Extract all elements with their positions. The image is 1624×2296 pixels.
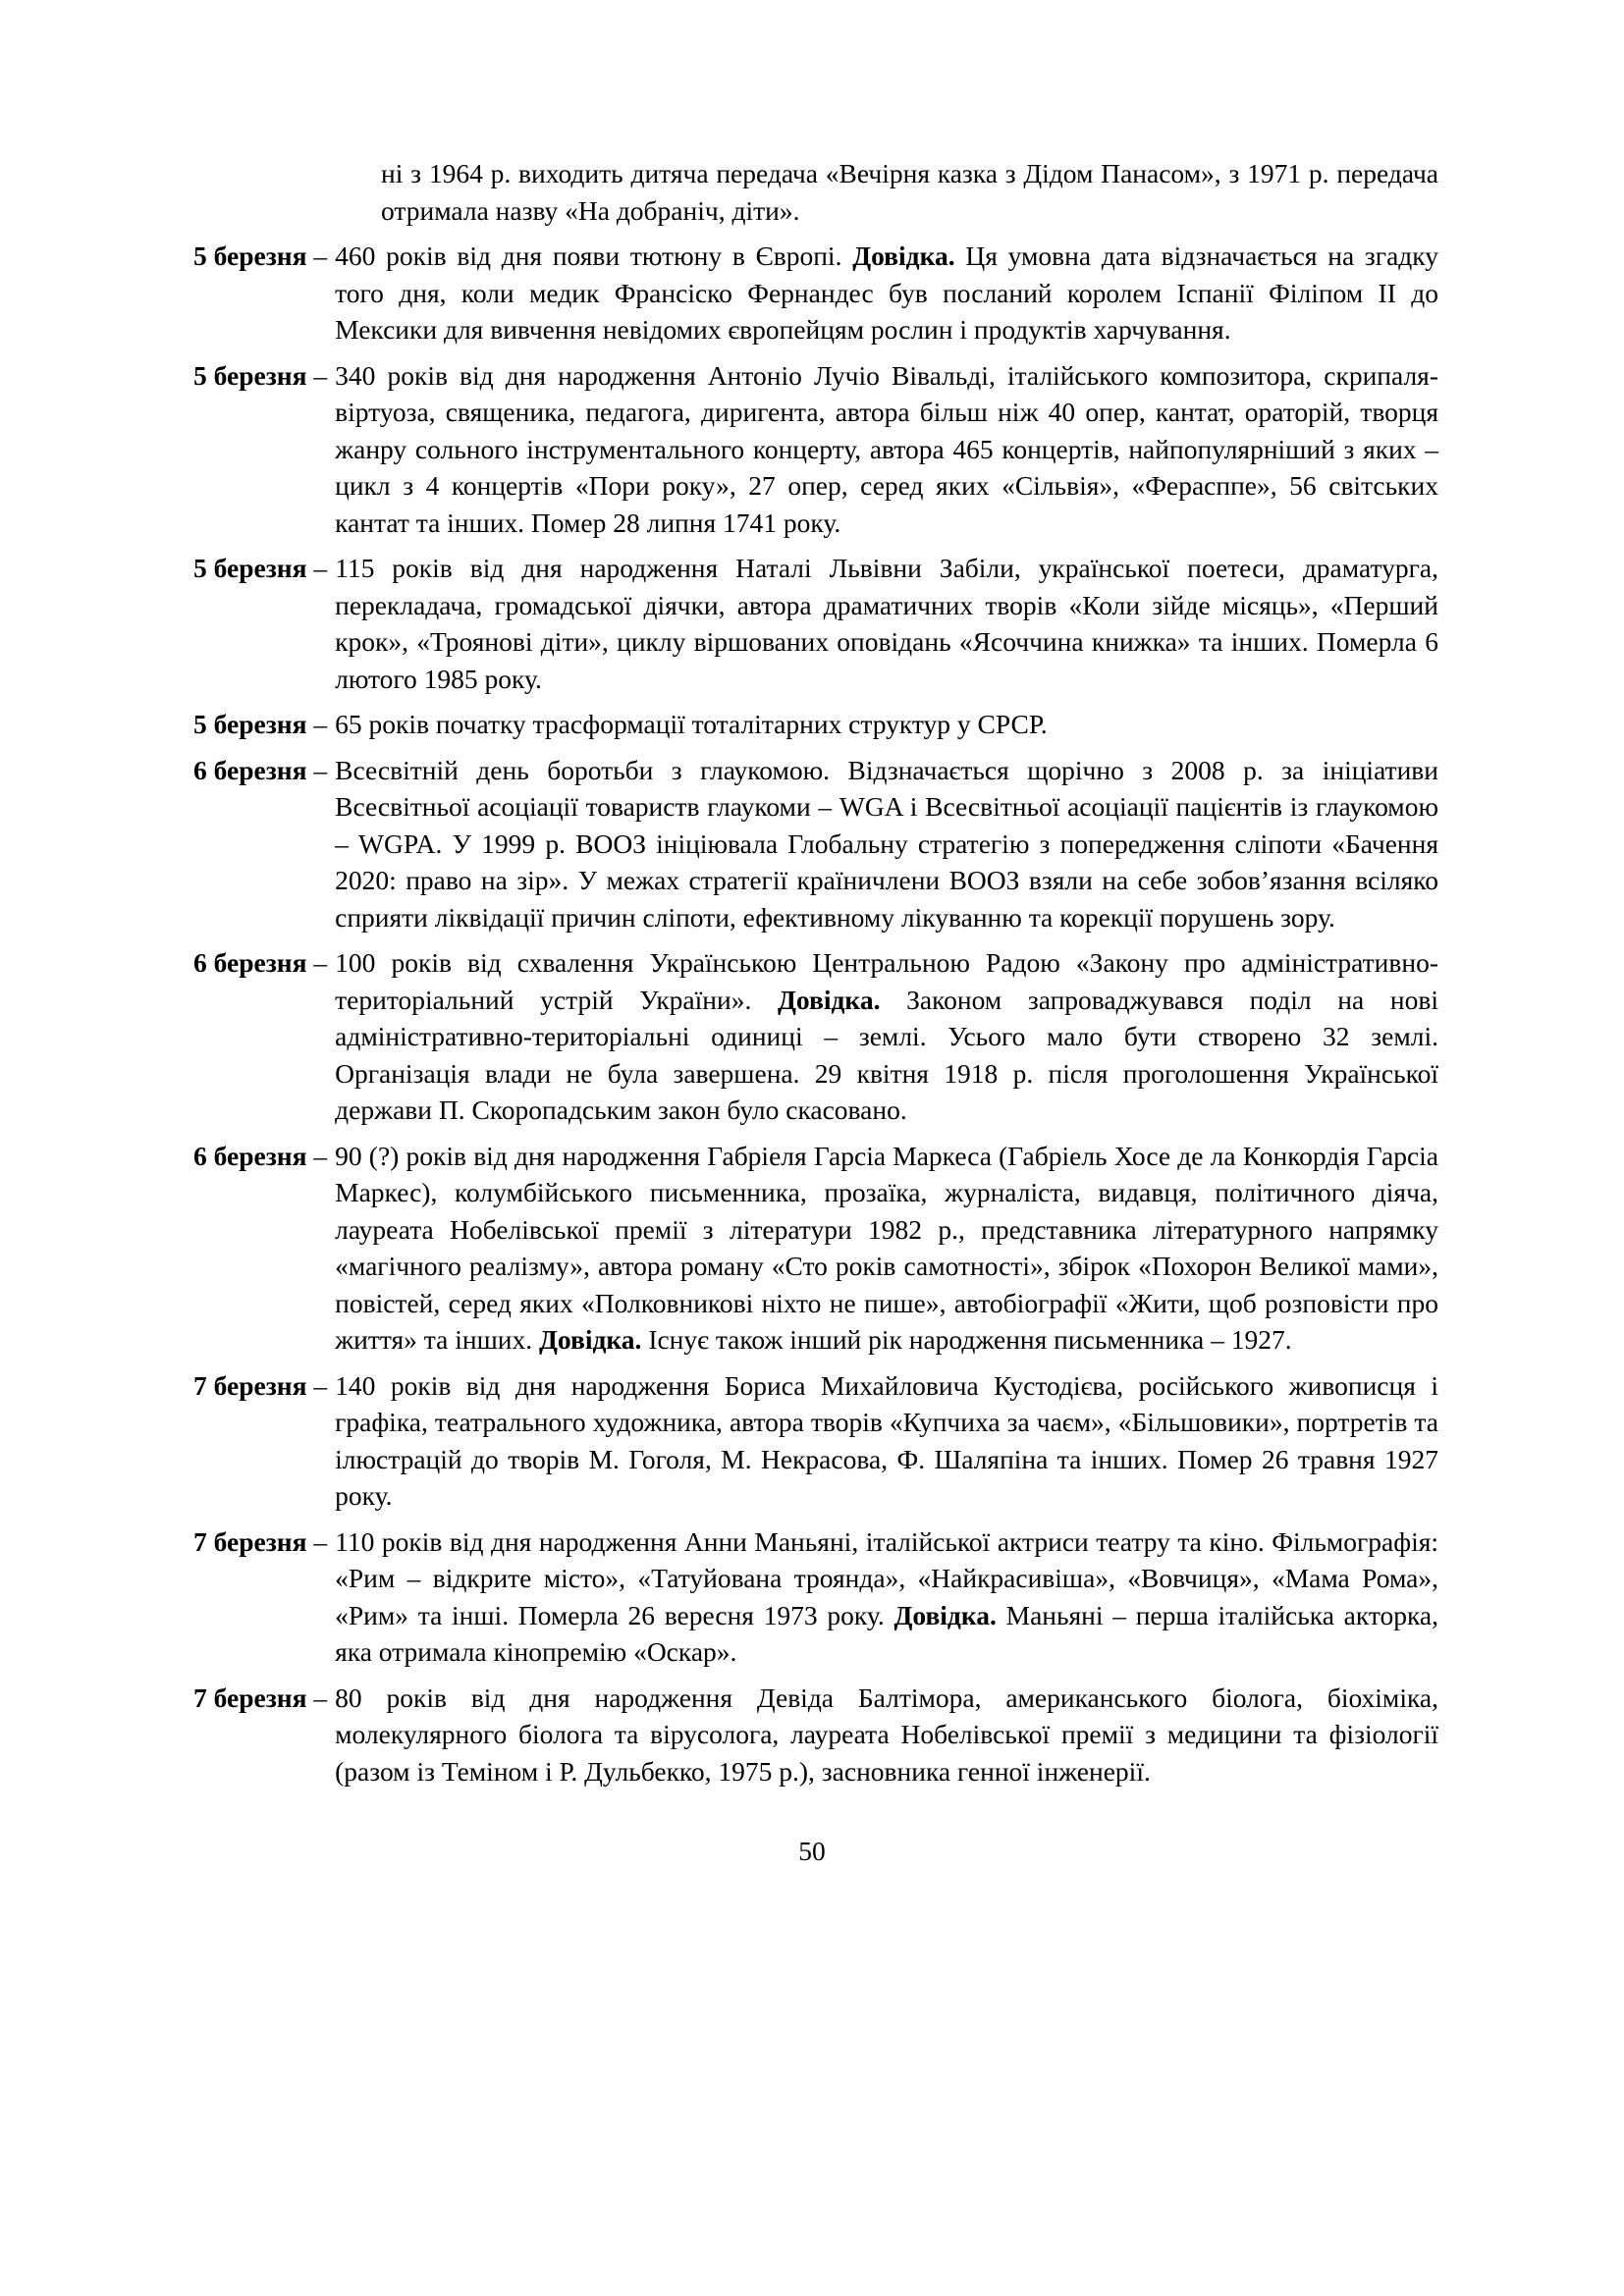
entry-body: Всесвітній день боротьби з глаукомою. Відзначається щорічно з 2008 р. за ініціативи Всесвітньої асоціації товариств глаукоми – WGA і Всесвітньої асоціації пацієнтів із глаукомою – WGPA. У 1999 р. ВООЗ ініціювала Глобальну стратегію з попередження сліпоти «Бачення 2020: право на зір». У межах стратегії країничлени ВООЗ взяли на себе зобов’язання всіляко сприяти ліквідації причин сліпоти, ефективному лікуванню та корекції порушень зору. (335, 754, 1438, 933)
reference-label: Довідка. (778, 984, 881, 1015)
entry-dash: – (306, 709, 328, 739)
entry-date: 6 березня (193, 947, 307, 978)
entry-body-after: Існує також інший рік народження письменника – 1927. (641, 1324, 1292, 1355)
entry-body-after: Законом запроваджувався поділ на нові адміністративно-територіальні одиниці – землі. Усього мало бути створено 32 землі. Організація влади не була завершена. 29 квітня 1918 р. після проголошення Української держави П. Скоропадським закон було скасовано. (335, 984, 1438, 1125)
calendar-entry (193, 706, 1438, 743)
entry-dash: – (306, 947, 328, 978)
calendar-entry (193, 944, 1438, 1129)
reference-label: Довідка. (852, 240, 955, 271)
entry-text (335, 706, 1438, 743)
calendar-entry (193, 357, 1438, 542)
entry-dash: – (306, 1682, 328, 1713)
entry-date: 7 березня (193, 1369, 307, 1401)
entry-dash: – (306, 553, 328, 583)
calendar-entry (193, 1523, 1438, 1671)
entry-body: 100 років від схвалення Українською Центральною Радою «Закону про адміністративно-територіальний устрій України». (335, 947, 1438, 1015)
calendar-entry (193, 238, 1438, 348)
entry-text (335, 1138, 1438, 1359)
continuation-paragraph: ні з 1964 р. виходить дитяча передача «Вечірня казка з Дідом Панасом», з 1971 р. передача отримала назву «На добраніч, діти». (381, 158, 1438, 226)
entry-date: 6 березня (193, 1140, 307, 1171)
entry-body: 90 (?) років від дня народження Габріеля Гарсіа Маркеса (Габріель Хосе де ла Конкордія Гарсіа Маркес), колумбійського письменника, прозаїка, журналіста, видавця, політичного діяча, лауреата Нобелівської премії з літератури 1982 р., представника літературного напрямку «магічного реалізму», автора роману «Сто років самотності», збірок «Похорон Великої мами», повістей, серед яких «Полковникові ніхто не пише», автобіографії «Жити, щоб розповісти про життя» та інших. (335, 1140, 1438, 1355)
entry-body: 140 років від дня народження Бориса Михайловича Кустодієва, російського живописця і графіка, театрального художника, автора творів «Купчиха за чаєм», «Більшовики», портретів та ілюстрацій до творів М. Гоголя, М. Некрасова, Ф. Шаляпіна та інших. Помер 26 травня 1927 року. (335, 1369, 1438, 1511)
entry-text (335, 238, 1438, 348)
entry-text (335, 357, 1438, 542)
entry-date: 5 березня (193, 709, 307, 739)
calendar-entry (193, 550, 1438, 697)
entry-body: 80 років від дня народження Девіда Балтімора, американського біолога, біохіміка, молекулярного біолога та вірусолога, лауреата Нобелівської премії з медицини та фізіології (разом із Теміном і Р. Дульбекко, 1975 р.), засновника генної інженерії. (335, 1682, 1438, 1787)
document-page (193, 155, 1438, 1798)
entry-body: 340 років від дня народження Антоніо Лучіо Вівальді, італійського композитора, скрипаля-віртуоза, священика, педагога, диригента, автора більш ніж 40 опер, кантат, ораторій, творця жанру сольного інструментального концерту, автора 465 концертів, найпопулярніший з яких – цикл з 4 концертів «Пори року», 27 опер, серед яких «Сільвія», «Ферасппе», 56 світських кантат та інших. Помер 28 липня 1741 року. (335, 359, 1438, 538)
calendar-entry (193, 1138, 1438, 1359)
entry-date: 7 березня (193, 1525, 307, 1557)
entry-dash: – (306, 359, 328, 391)
entry-body: 115 років від дня народження Наталі Львівни Забіли, української поетеси, драматурга, перекладача, громадської діячки, автора драматичних творів «Коли зійде місяць», «Перший крок», «Троянові діти», циклу віршованих оповідань «Ясоччина книжка» та інших. Померла 6 лютого 1985 року. (335, 553, 1438, 694)
entry-text (335, 1680, 1438, 1790)
entry-text (335, 550, 1438, 697)
entry-date: 7 березня (193, 1682, 307, 1713)
entry-text (335, 1367, 1438, 1515)
reference-label: Довідка. (893, 1599, 997, 1630)
entry-body-after: Маньяні – перша італійська акторка, яка отримала кінопремію «Оскар». (335, 1599, 1438, 1667)
entry-date: 6 березня (193, 754, 307, 785)
entry-dash: – (306, 1140, 328, 1171)
entry-text (335, 1523, 1438, 1671)
entry-dash: – (306, 1525, 328, 1557)
entry-date: 5 березня (193, 553, 307, 583)
calendar-entry (193, 1367, 1438, 1515)
entry-body-after: Ця умовна дата відзначається на згадку того дня, коли медик Франсіско Фернандес був посланий королем Іспанії Філіпом II до Мексики для вивчення невідомих європейцям рослин і продуктів харчування. (335, 240, 1438, 345)
entry-dash: – (306, 1369, 328, 1401)
reference-label: Довідка. (538, 1324, 642, 1355)
entry-body: 460 років від дня появи тютюну в Європі. (335, 240, 853, 271)
entry-dash: – (306, 240, 328, 271)
entry-body: 65 років початку трасформації тоталітарних структур у СРСР. (335, 709, 1048, 739)
page-number: 50 (798, 1836, 826, 1866)
entry-body: 110 років від дня народження Анни Маньяні, італійської актриси театру та кіно. Фільмографія: «Рим – відкрите місто», «Татуйована троянда», «Найкрасивіша», «Вовчиця», «Мама Рома», «Рим» та інші. Померла 26 вересня 1973 року. (335, 1525, 1438, 1630)
entry-date: 5 березня (193, 240, 307, 271)
calendar-entry (193, 1680, 1438, 1790)
entry-text (335, 752, 1438, 936)
calendar-entry (193, 752, 1438, 936)
entry-dash: – (306, 754, 328, 785)
entry-date: 5 березня (193, 359, 307, 391)
entry-text (335, 944, 1438, 1129)
